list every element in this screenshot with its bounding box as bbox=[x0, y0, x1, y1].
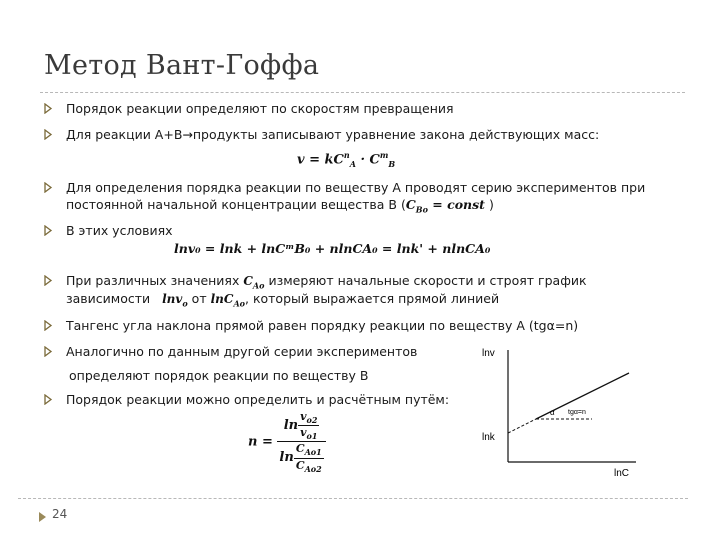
tangent-label: tgα=n bbox=[568, 409, 586, 416]
bullet-arrow-icon bbox=[44, 103, 53, 114]
bullet-text: зависимости lnv$_o$ от lnC$_{Ao}$, который выражается прямой линией bbox=[66, 291, 500, 309]
y-axis-label: lnv bbox=[482, 348, 495, 359]
bullet-arrow-icon bbox=[44, 129, 53, 140]
rate-law-formula: $v = kC^n_A \cdot C^m_B$ bbox=[297, 150, 396, 169]
footer-divider bbox=[18, 498, 688, 499]
dashed-extension bbox=[508, 419, 536, 433]
bullet-arrow-icon bbox=[44, 182, 53, 193]
lnca0-symbol: lnC$_{Ao}$ bbox=[210, 292, 245, 309]
bullet-text: Порядок реакции можно определить и расчётным путём: bbox=[66, 392, 450, 407]
title-divider bbox=[40, 92, 685, 93]
intercept-label: lnk bbox=[482, 432, 495, 443]
bullet-text: Порядок реакции определяют по скоростям превращения bbox=[66, 101, 454, 116]
bullet-text: При различных значениях $C_{Ao}$ измеряют начальные скорости и строят график bbox=[66, 273, 587, 291]
lnv-vs-lnc-graph bbox=[474, 340, 644, 484]
bullet-arrow-icon bbox=[44, 346, 53, 357]
bullet-arrow-icon bbox=[44, 320, 53, 331]
bullet-text: Аналогично по данным другой серии экспериментов bbox=[66, 344, 418, 359]
ca0-symbol: $C_{Ao}$ bbox=[243, 274, 265, 291]
const-b-formula: $C_{Bo}$ = const bbox=[405, 197, 485, 215]
n-calc-formula: n = ln $\frac{v_{o2}}{v_{o1}}$ ln $\frac{C_{Ao1}}{C_{Ao2}}$ bbox=[248, 410, 326, 474]
bullet-text: Для реакции А+В→продукты записывают уравнение закона действующих масс: bbox=[66, 127, 600, 142]
page-number: 24 bbox=[52, 507, 68, 521]
bullet-text: В этих условиях bbox=[66, 223, 173, 238]
log-rate-formula: lnv₀ = lnk + lnCᵐB₀ + nlnCA₀ = lnk' + nlnCA₀ bbox=[174, 241, 491, 256]
bullet-arrow-icon bbox=[44, 394, 53, 405]
bullet-text: определяют порядок реакции по веществу В bbox=[69, 368, 369, 383]
angle-label: α bbox=[550, 408, 555, 417]
bullet-arrow-icon bbox=[44, 275, 53, 286]
bullet-arrow-icon bbox=[44, 225, 53, 236]
page-marker-icon bbox=[38, 508, 48, 527]
lnv0-symbol: lnv$_o$ bbox=[162, 292, 188, 309]
bullet-text: Для определения порядка реакции по веществу А проводят серию экспериментов при bbox=[66, 180, 646, 195]
slide-title: Метод Вант-Гоффа bbox=[44, 50, 320, 81]
x-axis-label: lnC bbox=[614, 468, 630, 479]
bullet-text: постоянной начальной концентрации вещества В ($C_{Bo}$ = const ) bbox=[66, 197, 494, 215]
bullet-text: Тангенс угла наклона прямой равен порядку реакции по веществу А (tgα=n) bbox=[66, 318, 579, 333]
